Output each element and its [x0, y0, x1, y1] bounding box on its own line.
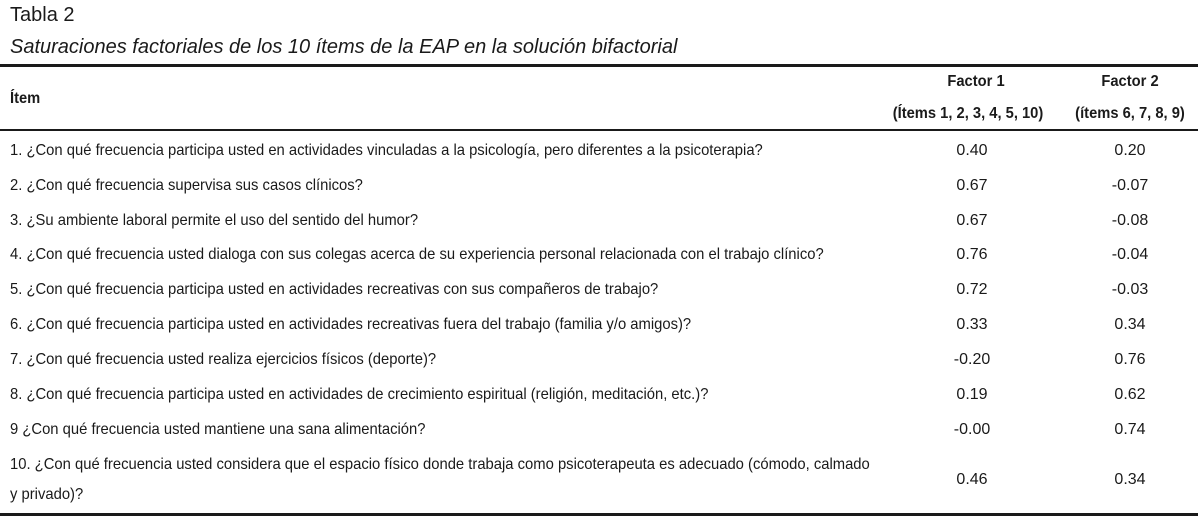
- factor1-value: 0.19: [956, 386, 988, 403]
- factor2-value: -0.03: [1111, 281, 1149, 298]
- factor1-value: 0.76: [956, 246, 988, 263]
- factor2-value: -0.07: [1111, 177, 1149, 194]
- factor1-value: -0.20: [953, 351, 991, 368]
- factor2-value: 0.76: [1114, 351, 1146, 368]
- item-text: 4. ¿Con qué frecuencia usted dialoga con sus colegas acerca de su experiencia personal relacionada con el trabajo clínico?: [10, 246, 824, 263]
- item-text: 8. ¿Con qué frecuencia participa usted en actividades de crecimiento espiritual (religión, meditación, etc.)?: [10, 386, 709, 403]
- factor1-value: 0.40: [956, 142, 988, 159]
- item-text: 1. ¿Con qué frecuencia participa usted en actividades vinculadas a la psicología, pero diferentes a la psicoterapia?: [10, 142, 763, 159]
- factor2-value: 0.20: [1114, 142, 1146, 159]
- factor2-value: 0.74: [1114, 421, 1146, 438]
- factor2-value: 0.62: [1114, 386, 1146, 403]
- item-text: 9 ¿Con qué frecuencia usted mantiene una sana alimentación?: [10, 421, 426, 438]
- factor1-value: -0.00: [953, 421, 991, 438]
- factor1-value: 0.33: [956, 316, 988, 333]
- factor1-value: 0.67: [956, 212, 988, 229]
- header-item: Ítem: [10, 90, 41, 107]
- item-text: 7. ¿Con qué frecuencia usted realiza ejercicios físicos (deporte)?: [10, 351, 437, 368]
- factor2-value: -0.08: [1111, 212, 1149, 229]
- header-factor1-items: (Ítems 1, 2, 3, 4, 5, 10): [892, 105, 1044, 122]
- table-title: Saturaciones factoriales de los 10 ítems de la EAP en la solución bifactorial: [10, 36, 678, 58]
- header-factor2-items: (ítems 6, 7, 8, 9): [1075, 105, 1185, 122]
- factor2-value: 0.34: [1114, 316, 1146, 333]
- factor2-value: -0.04: [1111, 246, 1149, 263]
- table-label: Tabla 2: [10, 4, 75, 26]
- item-text: 5. ¿Con qué frecuencia participa usted en actividades recreativas con sus compañeros de trabajo?: [10, 281, 659, 298]
- table-top-rule: [0, 64, 1198, 67]
- item-text: 3. ¿Su ambiente laboral permite el uso del sentido del humor?: [10, 212, 419, 229]
- header-factor2: Factor 2: [1101, 73, 1159, 90]
- factor1-value: 0.72: [956, 281, 988, 298]
- factor1-value: 0.46: [956, 471, 988, 488]
- header-factor1: Factor 1: [947, 73, 1005, 90]
- item-text: 2. ¿Con qué frecuencia supervisa sus casos clínicos?: [10, 177, 363, 194]
- item-text: 10. ¿Con qué frecuencia usted considera que el espacio físico donde trabaja como psicoterapeuta es adecuado (cómodo, calmado y privado)?: [10, 456, 870, 503]
- item-text: 6. ¿Con qué frecuencia participa usted en actividades recreativas fuera del trabajo (familia y/o amigos)?: [10, 316, 692, 333]
- table-header-rule: [0, 129, 1198, 131]
- factor2-value: 0.34: [1114, 471, 1146, 488]
- factor1-value: 0.67: [956, 177, 988, 194]
